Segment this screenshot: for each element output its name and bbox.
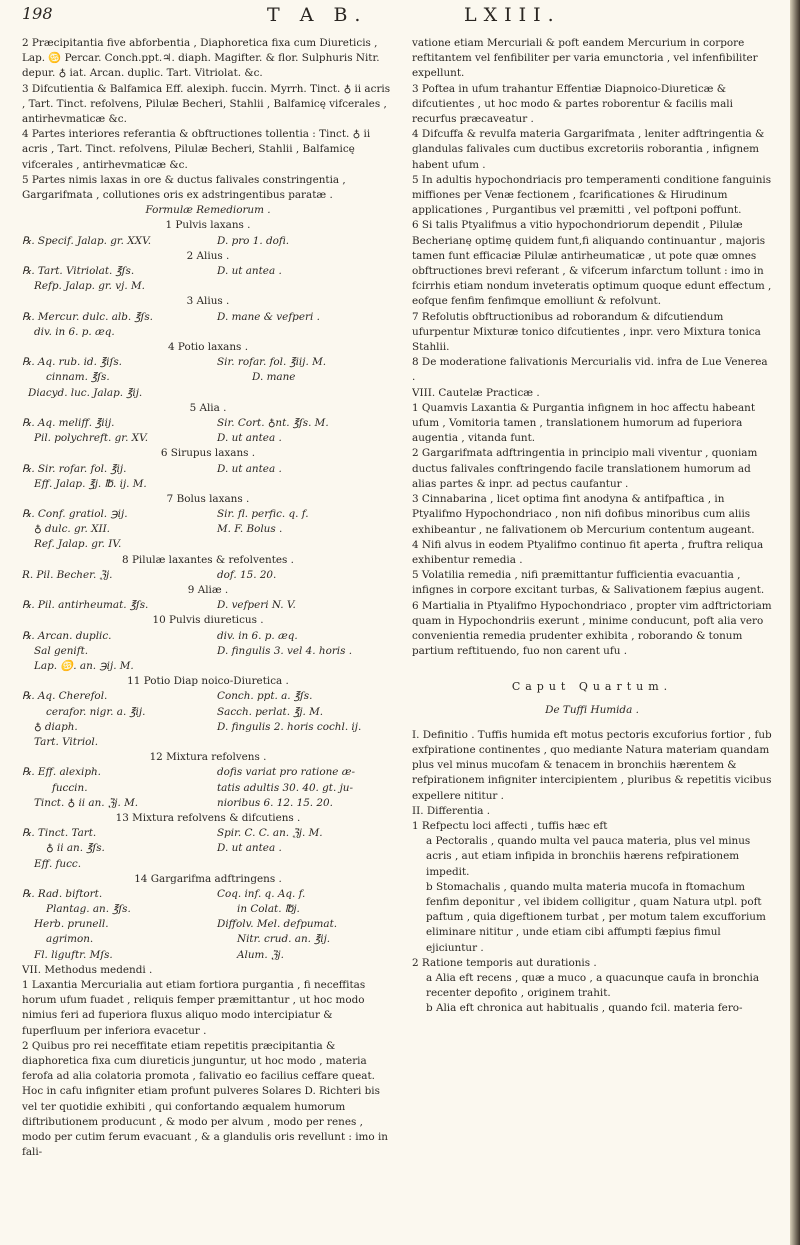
chapter-subheading: De Tuffi Humida . (545, 703, 639, 716)
text-paragraph: 5 Alia . (189, 401, 227, 414)
text-paragraph: 2 Quibus pro rei neceffitate etiam repetitis præcipitantia & diaphoretica fixa cum diureticis junguntur, ut hoc modo , materia ferofa ad alia colatoria promota , falivatio eo facilius ceffare queat. Hoc in cafu infigniter etiam profunt pulveres Solares D. Richteri bis vel ter quotidie exhibiti , qui confortando æqualem humorum diftributionem producunt , & modo per alvum , modo per renes , modo per cutim ferum evacuant , & a glandulis oris revellunt : imo in fali- (22, 1039, 388, 1159)
recipe-line (22, 477, 394, 492)
text-paragraph: 5 In adultis hypochondriacis pro temperamenti conditione fanguinis miffiones per Venæ fectionem , fcarificationes & Hirudinum applicationes , Purgantibus vel præmitti , vel poftponi poffunt. (412, 173, 772, 217)
text-paragraph: 2 Præcipitantia five abforbentia , Diaphoretica fixa cum Diureticis , Lap. ♋ Percar. Conch.ppt.♃. diaph. Magifter. & flor. Sulphuris Nitr. depur. ♁ iat. Arcan. duplic. Tart. Vitriolat. &c. (22, 37, 380, 80)
text-paragraph: 4 Nifi alvus in eodem Ptyalifmo continuo fit aperta , fruftra reliqua exhibentur remedia . (412, 538, 764, 566)
text-paragraph: 7 Bolus laxans . (166, 492, 250, 505)
running-title-left: T A B. (267, 4, 368, 26)
recipe-line (22, 416, 394, 431)
recipe-line (22, 537, 394, 552)
recipe-line (22, 325, 394, 340)
text-paragraph: 6 Sirupus laxans . (160, 447, 256, 460)
recipe-fragment: ℞. Rad. biftort. (22, 887, 103, 900)
recipe-line (22, 431, 394, 446)
recipe-fragment: fuccin. (52, 781, 88, 794)
recipe-fragment: Tinct. ♁ ii an. ℨj. M. (34, 796, 139, 809)
text-paragraph: vatione etiam Mercuriali & poft eandem Mercurium in corpore reftitantem vel fenfibiliter per varia emunctoria , vel infenfibiliter expellunt. (412, 37, 758, 80)
recipe-line (22, 370, 394, 385)
recipe-line (22, 796, 394, 811)
recipe-line (22, 644, 394, 659)
recipe-fragment: R. Pil. Becher. ℨj. (22, 568, 113, 581)
recipe-fragment: Lap. ♋. an. ℈ij. M. (34, 660, 134, 673)
text-paragraph: Formulæ Remediorum . (145, 204, 271, 217)
left-column (22, 36, 394, 1236)
recipe-line (22, 629, 394, 644)
text-paragraph: 6 Si talis Ptyalifmus a vitio hypochondriorum dependit , Pilulæ Becherianę optimę quidem funt,fi aliquando continuantur , majoris tamen funt efficaciæ Pilulæ antirheumaticæ , ut pote quæ omnes obftructiones brevi referant , & vifcerum infarctum tollunt : imo in fcirrhis etiam nondum inveteratis optimum quoque edunt effectum , eofque fenfim fenfimque emolliunt & refolvunt. (412, 219, 772, 308)
recipe-fragment: ♁ dulc. gr. XII. (34, 523, 110, 536)
recipe-fragment: dofis variat pro ratione æ- (217, 766, 356, 779)
text-paragraph: 3 Poftea in ufum trahantur Effentiæ Diapnoico-Diureticæ & difcutientes , ut hoc modo & partes roborentur & facilis mali recurfus præcaveatur . (412, 82, 733, 126)
recipe-line (22, 948, 394, 963)
recipe-fragment: Conch. ppt. a. ℥ſs. (217, 690, 313, 703)
recipe-fragment: ℞. Aq. meliff. ℥iij. (22, 416, 115, 429)
recipe-fragment: ♁ diaph. (34, 720, 78, 733)
recipe-line (22, 234, 394, 249)
recipe-fragment: ℞. Sir. rofar. fol. ℥ij. (22, 462, 127, 475)
text-paragraph: 4 Difcuffa & revulfa materia Gargarifmata , leniter adftringentia & glandulas falivales cum ductibus excretoriis roborantia , infignem habent ufum . (412, 128, 765, 171)
text-paragraph: 11 Potio Diap noico-Diuretica . (127, 675, 289, 688)
text-paragraph: 13 Mixtura refolvens & difcutiens . (115, 811, 301, 824)
recipe-fragment: Eff. fucc. (34, 857, 82, 870)
recipe-fragment: Refp. Jalap. gr. vj. M. (34, 280, 145, 293)
recipe-fragment: dof. 15. 20. (217, 568, 277, 581)
recipe-fragment: div. in 6. p. æq. (217, 629, 298, 642)
text-paragraph: 12 Mixtura refolvens . (149, 751, 267, 764)
text-paragraph: II. Differentia . (412, 804, 491, 817)
recipe-fragment: div. in 6. p. æq. (34, 325, 115, 338)
recipe-fragment: Diacyd. luc. Jalap. ℥ij. (28, 386, 143, 399)
text-paragraph: 2 Alius . (186, 249, 230, 262)
recipe-line (22, 932, 394, 947)
recipe-fragment: Eff. Jalap. ℥j. ℔. ij. M. (34, 477, 147, 490)
recipe-fragment: Diffolv. Mel. defpumat. (217, 918, 338, 931)
running-header (22, 4, 760, 34)
recipe-fragment: D. fingulis 2. horis cochl. ij. (217, 720, 362, 733)
recipe-line (22, 659, 394, 674)
recipe-fragment: D. fingulis 3. vel 4. horis . (217, 644, 353, 657)
recipe-fragment: Nitr. crud. an. ℥ij. (237, 933, 331, 946)
recipe-fragment: Sacch. perlat. ℥j. M. (217, 705, 324, 718)
chapter-heading: Caput Quartum. (511, 680, 673, 694)
text-paragraph: 6 Martialia in Ptyalifmo Hypochondriaco , propter vim adftrictoriam quam in Hypochondriis exerunt , minime conducunt, poft alia vero convenientia remedia prudenter exhibita , roborando & tonum partium reftituendo, fuo non carent ufu . (412, 599, 772, 658)
recipe-fragment: ℞. Tinct. Tart. (22, 827, 97, 840)
recipe-fragment: D. pro 1. dofi. (217, 234, 290, 247)
recipe-fragment: ℞. Arcan. duplic. (22, 629, 112, 642)
recipe-fragment: D. ut antea . (217, 432, 282, 445)
recipe-line (22, 765, 394, 780)
recipe-fragment: Fl. liguftr. Mſs. (34, 948, 113, 961)
text-paragraph: 3 Cinnabarina , licet optima fint anodyna & antifpaftica , in Ptyalifmo Hypochondriaco , non nifi dofibus minoribus cum aliis exhibeantur , ne falivationem ob Mercurium contentum augeant. (412, 493, 755, 536)
recipe-line (22, 689, 394, 704)
recipe-fragment: Sal genift. (34, 644, 89, 657)
recipe-line (22, 781, 394, 796)
recipe-fragment: Alum. ℨj. (237, 948, 284, 961)
recipe-line (22, 705, 394, 720)
recipe-line (22, 917, 394, 932)
recipe-fragment: ℞. Aq. Cherefol. (22, 690, 108, 703)
recipe-line (22, 857, 394, 872)
recipe-fragment: Tart. Vitriol. (34, 735, 99, 748)
recipe-fragment: Spir. C. C. an. ℨj. M. (217, 827, 323, 840)
recipe-fragment: cerafor. nigr. a. ℥ij. (46, 705, 146, 718)
text-paragraph: 1 Quamvis Laxantia & Purgantia infignem in hoc affectu habeant ufum , Vomitoria tamen , translationem humorum ad fuperiora augentia , vitanda funt. (412, 401, 756, 445)
recipe-line (22, 310, 394, 325)
recipe-fragment: ℞. Tart. Vitriolat. ℥ſs. (22, 265, 135, 278)
right-column (412, 36, 772, 1236)
text-paragraph: 4 Potio laxans . (168, 340, 248, 353)
recipe-fragment: Sir. rofar. fol. ℥iij. M. (217, 356, 327, 369)
page-edge-shadow (790, 0, 800, 1245)
recipe-fragment: Plantag. an. ℥ſs. (46, 903, 131, 916)
text-paragraph: 2 Gargarifmata adftringentia in principio mali viventur , quoniam ductus falivales conftringendo facile translationem humorum ad alias partes & inpr. ad pectus caufantur . (412, 447, 758, 490)
text-paragraph: 5 Partes nimis laxas in ore & ductus falivales constringentia , Gargarifmata , collutiones oris ex adstringentibus paratæ . (22, 173, 346, 202)
recipe-fragment: ♁ ii an. ℥ſs. (46, 842, 105, 855)
recipe-fragment: ℞. Aq. rub. id. ℥iſs. (22, 356, 122, 369)
recipe-line (22, 355, 394, 370)
recipe-fragment: cinnam. ℥ſs. (46, 371, 110, 384)
recipe-fragment: nioribus 6. 12. 15. 20. (217, 796, 333, 809)
recipe-fragment: ℞. Mercur. dulc. alb. ℥ſs. (22, 310, 153, 323)
recipe-line (22, 735, 394, 750)
text-paragraph: 9 Aliæ . (187, 584, 229, 597)
recipe-fragment: ℞. Eff. alexiph. (22, 766, 101, 779)
recipe-line (22, 887, 394, 902)
text-paragraph: 7 Refolutis obftructionibus ad roborandum & difcutiendum ufurpentur Mixturæ tonico difcutientes , inpr. vero Mixtura tonica Stahlii. (412, 310, 761, 354)
text-paragraph: 3 Difcutientia & Balfamica Eff. alexiph. fuccin. Myrrh. Tinct. ♁ ii acris , Tart. Tinct. refolvens, Pilulæ Becheri, Stahlii , Balfamicę vifcerales , antirhevmaticæ &c. (22, 82, 391, 126)
recipe-fragment: D. vefperi N. V. (217, 599, 296, 612)
recipe-fragment: D. ut antea . (217, 462, 282, 475)
recipe-fragment: Sir. Cort. ♁nt. ℥ſs. M. (217, 416, 329, 429)
recipe-fragment: D. mane (252, 371, 296, 384)
recipe-fragment: D. ut antea . (217, 265, 282, 278)
recipe-line (22, 507, 394, 522)
text-paragraph: VII. Methodus medendi . (22, 963, 153, 976)
text-paragraph: 1 Refpectu loci affecti , tuffis hæc eft (412, 819, 608, 832)
recipe-fragment: D. ut antea . (217, 842, 282, 855)
recipe-line (22, 841, 394, 856)
recipe-fragment: agrimon. (46, 933, 94, 946)
text-paragraph: 3 Alius . (186, 295, 230, 308)
recipe-line (22, 462, 394, 477)
text-paragraph: 1 Laxantia Mercurialia aut etiam fortiora purgantia , fi neceffitas horum ufum fuadet , reliquis femper præmittantur , ut hoc modo nimius feri ad fuperiora fluxus aliquo modo intercipiatur & fuperfluum per inferiora evacetur . (22, 979, 366, 1037)
recipe-fragment: D. mane & vefperi . (217, 310, 320, 323)
recipe-fragment: ℞. Conf. gratiol. ℈ij. (22, 508, 128, 521)
text-paragraph: 14 Gargarifma adftringens . (134, 872, 282, 885)
recipe-line (22, 826, 394, 841)
page-number: 198 (22, 4, 53, 23)
recipe-fragment: Sir. fl. perfic. q. f. (217, 508, 309, 521)
text-paragraph: a Pectoralis , quando multa vel pauca materia, plus vel minus acris , aut etiam infipida in bronchiis hærens refpirationem impedit. (426, 835, 751, 878)
recipe-fragment: Ref. Jalap. gr. IV. (34, 538, 122, 551)
text-paragraph: b Stomachalis , quando multa materia mucofa in ftomachum fenfim deponitur , vel ibidem colligitur , quam Natura utpl. poft paftum , quia digeftionem turbat , per motum talem excufforium eliminare nititur , unde etiam cibi affumpti fæpius fimul ejiciuntur . (426, 880, 766, 954)
recipe-fragment: tatis adultis 30. 40. gt. ju- (217, 781, 354, 794)
text-paragraph: b Alia eft chronica aut habitualis , quando fcil. materia fero- (426, 1002, 743, 1015)
text-paragraph: 1 Pulvis laxans . (165, 219, 251, 232)
recipe-fragment: Pil. polychreft. gr. XV. (34, 432, 149, 445)
recipe-fragment: Herb. prunell. (34, 918, 109, 931)
text-paragraph: 5 Volatilia remedia , nifi præmittantur fufficientia evacuantia , infignes in corpore excitant turbas, & Salivationem fæpius augent. (412, 569, 765, 597)
text-paragraph: 4 Partes interiores referantia & obftructiones tollentia : Tinct. ♁ ii acris , Tart. Tinct. refolvens, Pilulæ Becheri, Stahlii , Balfamicę vifcerales , antirhevmaticæ &c. (22, 128, 371, 171)
text-paragraph: a Alia eft recens , quæ a muco , a quacunque caufa in bronchia recenter depofito , originem trahit. (426, 971, 760, 1000)
recipe-line (22, 386, 394, 401)
recipe-fragment: in Colat. ℔j. (237, 903, 300, 916)
text-paragraph: 2 Ratione temporis aut durationis . (412, 956, 597, 969)
recipe-fragment: Coq. inf. q. Aq. f. (217, 887, 306, 900)
running-title-right: LXIII. (464, 4, 561, 26)
recipe-fragment: ℞. Specif. Jalap. gr. XXV. (22, 234, 152, 247)
text-paragraph: 10 Pulvis diureticus . (152, 614, 264, 627)
recipe-line (22, 568, 394, 583)
recipe-line (22, 902, 394, 917)
text-paragraph: I. Definitio . Tuffis humida eft motus pectoris excuforius fortior , fub exfpiratione continentes , quo mediante Natura materiam quandam plus vel minus mucofam & tenacem in bronchiis hærentem & refpirationem infigniter intercipientem , pluribus & repetitis vicibus expellere nititur . (412, 728, 772, 802)
recipe-line (22, 720, 394, 735)
text-paragraph: 8 Pilulæ laxantes & refolventes . (122, 553, 294, 566)
recipe-line (22, 279, 394, 294)
text-paragraph: VIII. Cautelæ Practicæ . (412, 386, 540, 399)
text-paragraph: 8 De moderatione falivationis Mercurialis vid. infra de Lue Venerea . (412, 356, 768, 384)
recipe-fragment: ℞. Pil. antirheumat. ℥ſs. (22, 599, 149, 612)
recipe-line (22, 264, 394, 279)
recipe-line (22, 522, 394, 537)
recipe-line (22, 598, 394, 613)
recipe-fragment: M. F. Bolus . (217, 523, 283, 536)
